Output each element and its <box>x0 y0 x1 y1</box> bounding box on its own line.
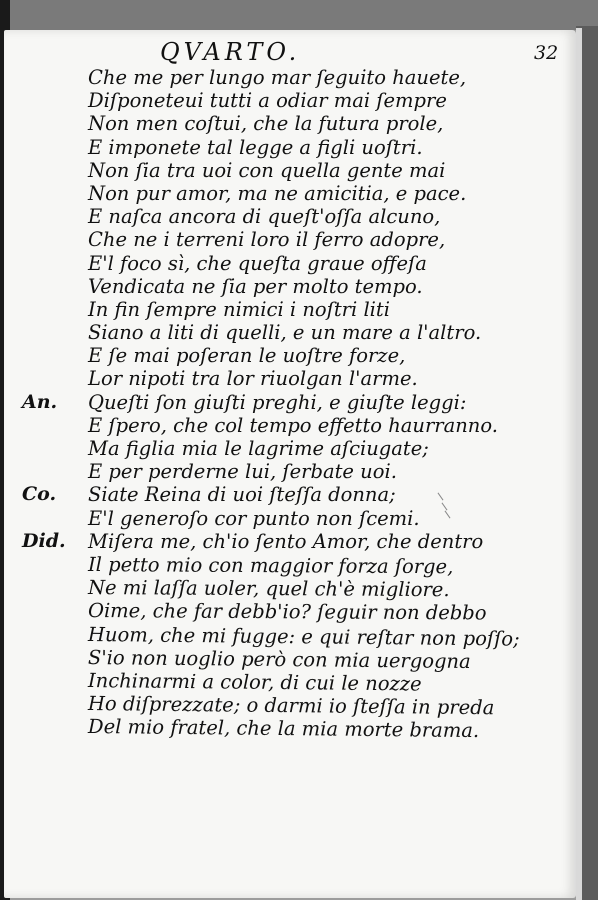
verse-line <box>22 321 582 344</box>
verse-text: Huom, che mi fugge: e qui reſtar non poſſo; <box>87 622 520 651</box>
verse-line <box>22 599 582 625</box>
verse-text: E imponete tal legge a figli uoſtri. <box>88 135 423 159</box>
verse-line <box>22 344 582 367</box>
verse-text: Siano a liti di quelli, e un mare a l'altro. <box>88 321 482 345</box>
verse-block <box>22 66 582 743</box>
verse-line <box>22 414 582 437</box>
verse-text: S'io non uoglio però con mia uergogna <box>87 645 471 673</box>
verse-text: Vendicata ne ſia per molto tempo. <box>88 274 423 298</box>
verse-line <box>22 507 582 530</box>
verse-text: Lor nipoti tra lor riuolgan l'arme. <box>88 367 418 391</box>
verse-line <box>22 552 582 579</box>
verse-text: E naſca ancora di queſt'oſſa alcuno, <box>88 205 441 229</box>
verse-text: Non ſia tra uoi con quella gente mai <box>88 158 446 182</box>
verse-line <box>22 298 582 321</box>
verse-line <box>22 460 582 483</box>
verse-line <box>22 112 582 135</box>
verse-line <box>22 205 582 228</box>
verse-line <box>22 159 582 182</box>
verse-text: Del mio fratel, che la mia morte brama. <box>87 715 480 743</box>
verse-text: Ne mi laſſa uoler, quel ch'è migliore. <box>87 576 450 602</box>
verse-line <box>22 275 582 298</box>
verse-text: E ſe mai poſeran le uoſtre forze, <box>88 344 406 368</box>
verse-text: Oime, che far debb'io? ſeguir non debbo <box>87 599 487 625</box>
verse-text: E'l foco sì, che queſta graue offeſa <box>88 251 427 275</box>
speaker-label: Did. <box>22 529 66 552</box>
pencil-stroke <box>442 503 448 511</box>
verse-line <box>22 182 582 205</box>
page-number: 32 <box>534 42 559 64</box>
verse-text: Ma figlia mia le lagrime aſciugate; <box>88 437 429 460</box>
running-head: QVARTO. <box>160 38 301 66</box>
verse-text: Che ne i terreni loro il ferro adopre, <box>88 228 446 252</box>
pencil-stroke <box>438 493 444 501</box>
scan-top-shadow <box>0 0 598 30</box>
verse-text: Queſti ſon giuſti preghi, e giuſte leggi: <box>88 390 467 414</box>
verse-text: Il petto mio con maggior forza ſorge, <box>87 552 454 579</box>
verse-line <box>22 252 582 275</box>
verse-text: Non men coſtui, che la futura prole, <box>88 112 444 136</box>
verse-text: Diſponeteui tutti a odiar mai ſempre <box>88 89 447 113</box>
verse-line <box>22 391 582 414</box>
speaker-label: Co. <box>22 483 57 506</box>
verse-text: E'l generoſo cor punto non ſcemi. <box>88 506 420 530</box>
verse-line <box>22 66 582 89</box>
verse-line <box>22 483 582 506</box>
verse-text: Non pur amor, ma ne amicitia, e pace. <box>88 181 467 205</box>
speaker-label: An. <box>22 390 58 413</box>
verse-line <box>22 228 582 251</box>
verse-text: Miſera me, ch'io ſento Amor, che dentro <box>88 529 484 553</box>
verse-text: In fin ſempre nimici i noſtri liti <box>88 297 390 321</box>
verse-line <box>22 367 582 390</box>
verse-text: Che me per lungo mar ſeguito hauete, <box>88 66 467 89</box>
verse-line <box>22 645 582 673</box>
verse-line <box>22 622 582 651</box>
verse-line <box>22 437 582 460</box>
verse-line <box>22 692 582 720</box>
verse-text: Siate Reina di uoi ſteſſa donna; <box>88 483 396 507</box>
verse-line <box>22 89 582 112</box>
verse-text: E ſpero, che col tempo effetto haurranno. <box>88 413 498 437</box>
verse-line <box>22 715 582 743</box>
page-header <box>0 38 598 68</box>
verse-line <box>22 136 582 159</box>
verse-text: Ho diſprezzate; o darmi io ſteſſa in preda <box>87 692 495 720</box>
verse-line <box>22 530 582 553</box>
pencil-stroke <box>445 511 451 519</box>
pencil-mark <box>438 490 452 520</box>
verse-line <box>22 576 582 602</box>
verse-text: Inchinarmi a color, di cui le nozze <box>87 668 422 696</box>
verse-text: E per perderne lui, ſerbate uoi. <box>88 460 397 484</box>
verse-line <box>22 668 582 696</box>
